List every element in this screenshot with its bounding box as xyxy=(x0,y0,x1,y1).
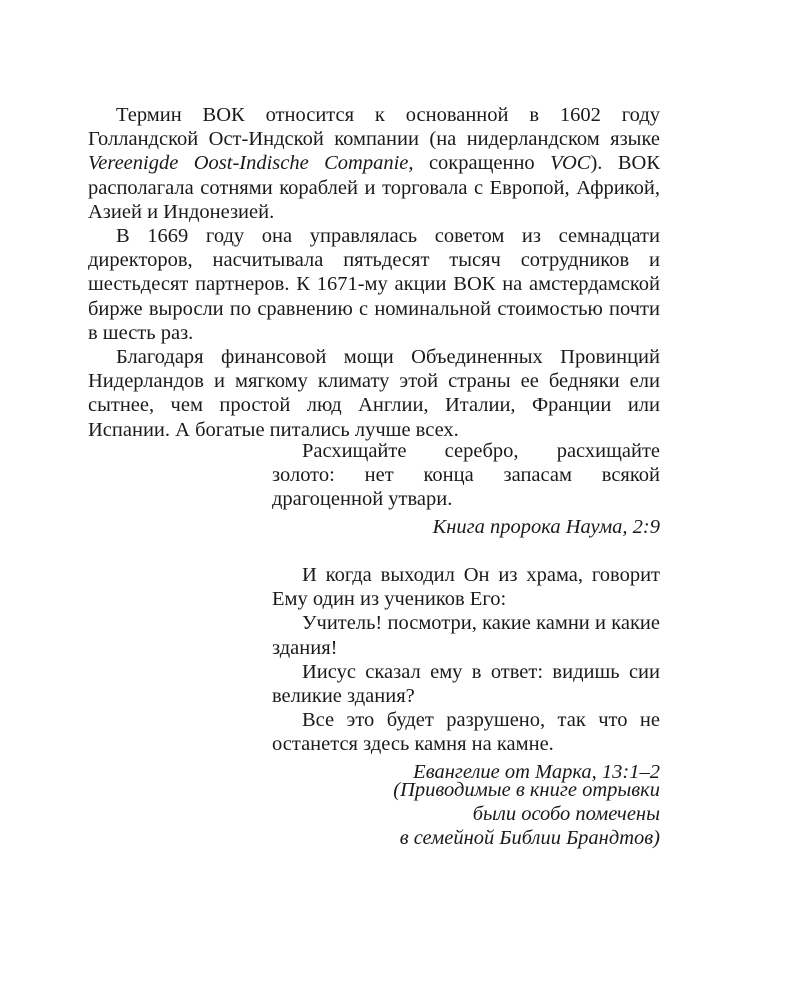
epigraph-line: Иисус сказал ему в ответ: видишь сии великие здания? xyxy=(272,660,660,708)
epigraph-nahum xyxy=(272,439,660,539)
note-line: в семейной Библии Брандтов) xyxy=(399,827,660,850)
note-line: (Приводимые в книге отрывки xyxy=(393,779,660,801)
note-line: были особо помечены xyxy=(472,803,660,826)
paragraph-text: Термин ВОК относится к основанной в 1602 году Голландской Ост-Индской компании (на нидерландском языке xyxy=(88,104,660,151)
epigraph-text: Расхищайте серебро, расхищайте золото: нет конца запасам всякой драгоценной утвари. xyxy=(272,440,660,511)
dutch-company-name: Vereenigde Oost-Indische Companie, xyxy=(88,152,414,175)
paragraph-voc-definition xyxy=(88,103,660,224)
epigraph-source: Книга пророка Наума, 2:9 xyxy=(432,515,660,538)
paragraph-1669: В 1669 году она управлялась советом из семнадцати директоров, насчитывала пятьдесят тысяч сотрудников и шестьдесят партнеров. К 1671-му акции ВОК на амстердамской бирже выросли по сравнению с номинальной стоимостью почти в шесть раз. xyxy=(88,225,660,344)
paragraph-prosperity: Благодаря финансовой мощи Объединенных Провинций Нидерландов и мягкому климату этой страны ее бедняки ели сытнее, чем простой люд Англии, Италии, Франции или Испании. А богатые питались лучше всех. xyxy=(88,346,660,441)
editorial-note xyxy=(300,778,660,851)
paragraph-text: ). ВОК располагала сотнями кораблей и торговала с Европой, Африкой, Азией и Индонезией. xyxy=(88,152,660,223)
epigraph-line: И когда выходил Он из храма, говорит Ему один из учеников Его: xyxy=(272,564,660,611)
epigraph-mark xyxy=(272,563,660,784)
epigraph-source: Евангелие от Марка, 13:1–2 xyxy=(413,760,660,783)
epigraph-line: Учитель! посмотри, какие камни и какие здания! xyxy=(272,612,660,659)
epigraph-line: Все это будет разрушено, так что не останется здесь камня на камне. xyxy=(272,709,660,756)
paragraph-text: сокращенно xyxy=(413,152,551,175)
main-text xyxy=(88,103,660,442)
voc-abbreviation: VOC xyxy=(550,152,591,175)
